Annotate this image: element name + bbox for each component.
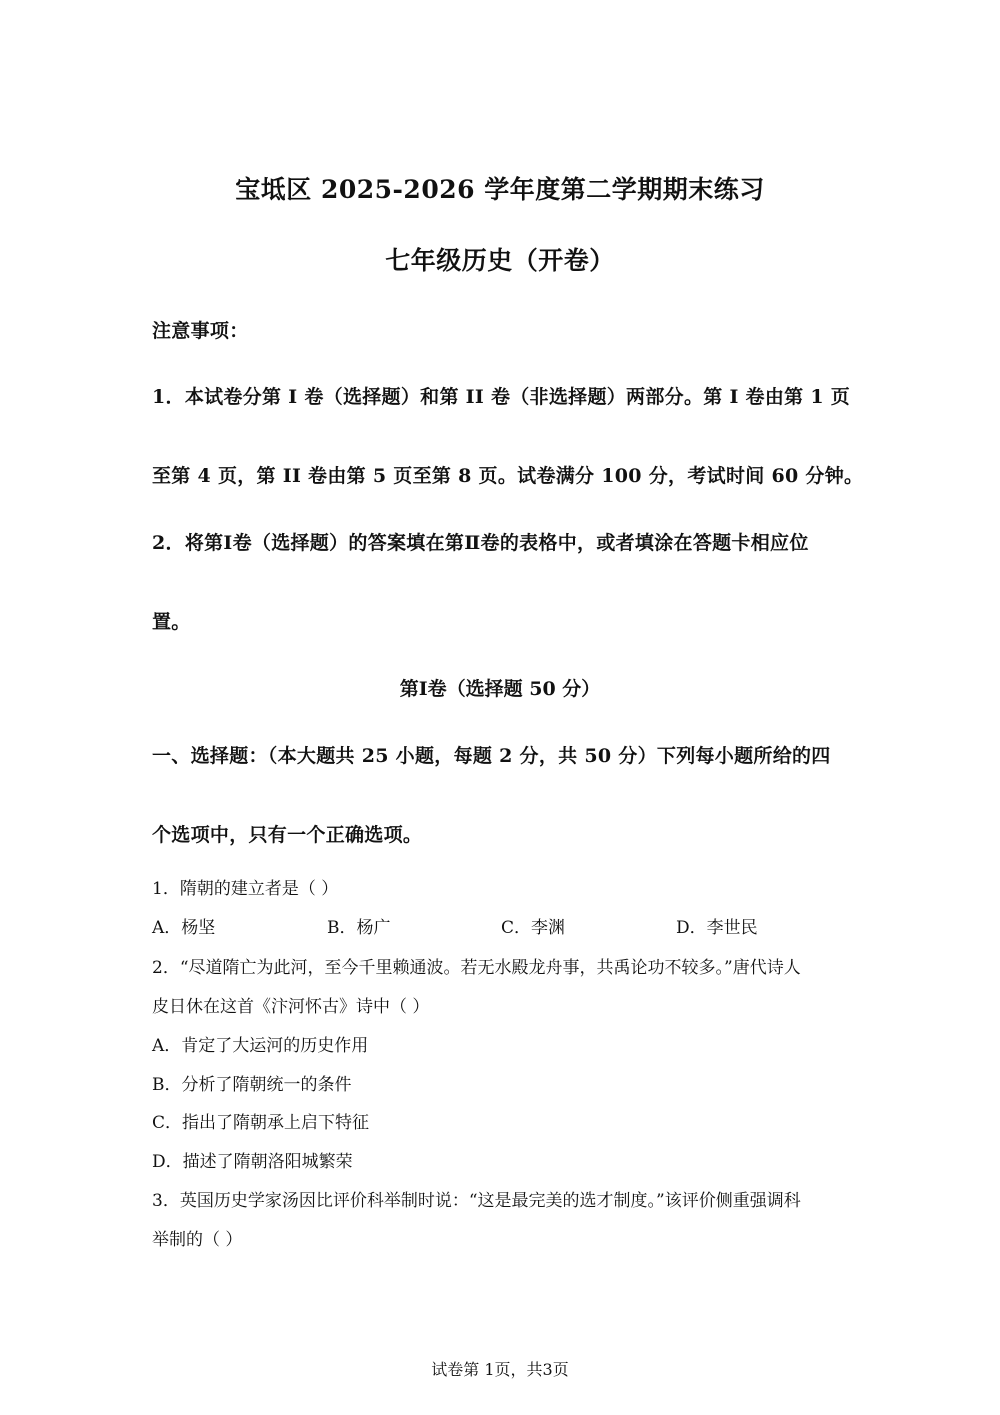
section-instruction-line-2: 个选项中，只有一个正确选项。: [152, 824, 423, 846]
question-2-option-d: D．描述了隋朝洛阳城繁荣: [152, 1152, 353, 1172]
question-3-stem-line-1: 3．英国历史学家汤因比评价科举制时说：“这是最完美的选才制度。”该评价侧重强调科: [152, 1191, 801, 1211]
notice-item-2-line-1: 2．将第Ⅰ卷（选择题）的答案填在第Ⅱ卷的表格中，或者填涂在答题卡相应位: [152, 532, 809, 554]
question-2-option-b: B．分析了隋朝统一的条件: [152, 1075, 352, 1095]
notice-heading: 注意事项：: [152, 320, 249, 342]
section-title: 第Ⅰ卷（选择题 50 分）: [399, 678, 601, 700]
question-1-option-a: A．杨坚: [152, 918, 216, 938]
question-2-option-a: A．肯定了大运河的历史作用: [152, 1036, 369, 1056]
question-1-option-c: C．李渊: [501, 918, 566, 938]
question-2-option-c: C．指出了隋朝承上启下特征: [152, 1113, 370, 1133]
notice-item-2-line-2: 置。: [152, 611, 191, 633]
notice-item-1-line-1: 1．本试卷分第 I 卷（选择题）和第 II 卷（非选择题）两部分。第 I 卷由第 1 页: [152, 386, 851, 408]
exam-subtitle: 七年级历史（开卷）: [385, 246, 615, 275]
question-2-stem-line-2: 皮日休在这首《汴河怀古》诗中（ ）: [152, 997, 430, 1017]
question-1-option-b: B．杨广: [327, 918, 391, 938]
question-3-stem-line-2: 举制的（ ）: [152, 1230, 243, 1250]
page-footer: 试卷第 1页，共3页: [431, 1360, 569, 1379]
notice-item-1-line-2: 至第 4 页，第 II 卷由第 5 页至第 8 页。试卷满分 100 分，考试时间 60 分钟。: [152, 465, 864, 487]
question-1-option-d: D．李世民: [676, 918, 758, 938]
section-instruction-line-1: 一、选择题：（本大题共 25 小题，每题 2 分，共 50 分）下列每小题所给的四: [152, 745, 831, 767]
exam-title: 宝坻区 2025-2026 学年度第二学期期末练习: [235, 175, 765, 204]
question-1-stem: 1．隋朝的建立者是（ ）: [152, 879, 339, 899]
question-2-stem-line-1: 2．“尽道隋亡为此河，至今千里赖通波。若无水殿龙舟事，共禹论功不较多。”唐代诗人: [152, 958, 801, 978]
